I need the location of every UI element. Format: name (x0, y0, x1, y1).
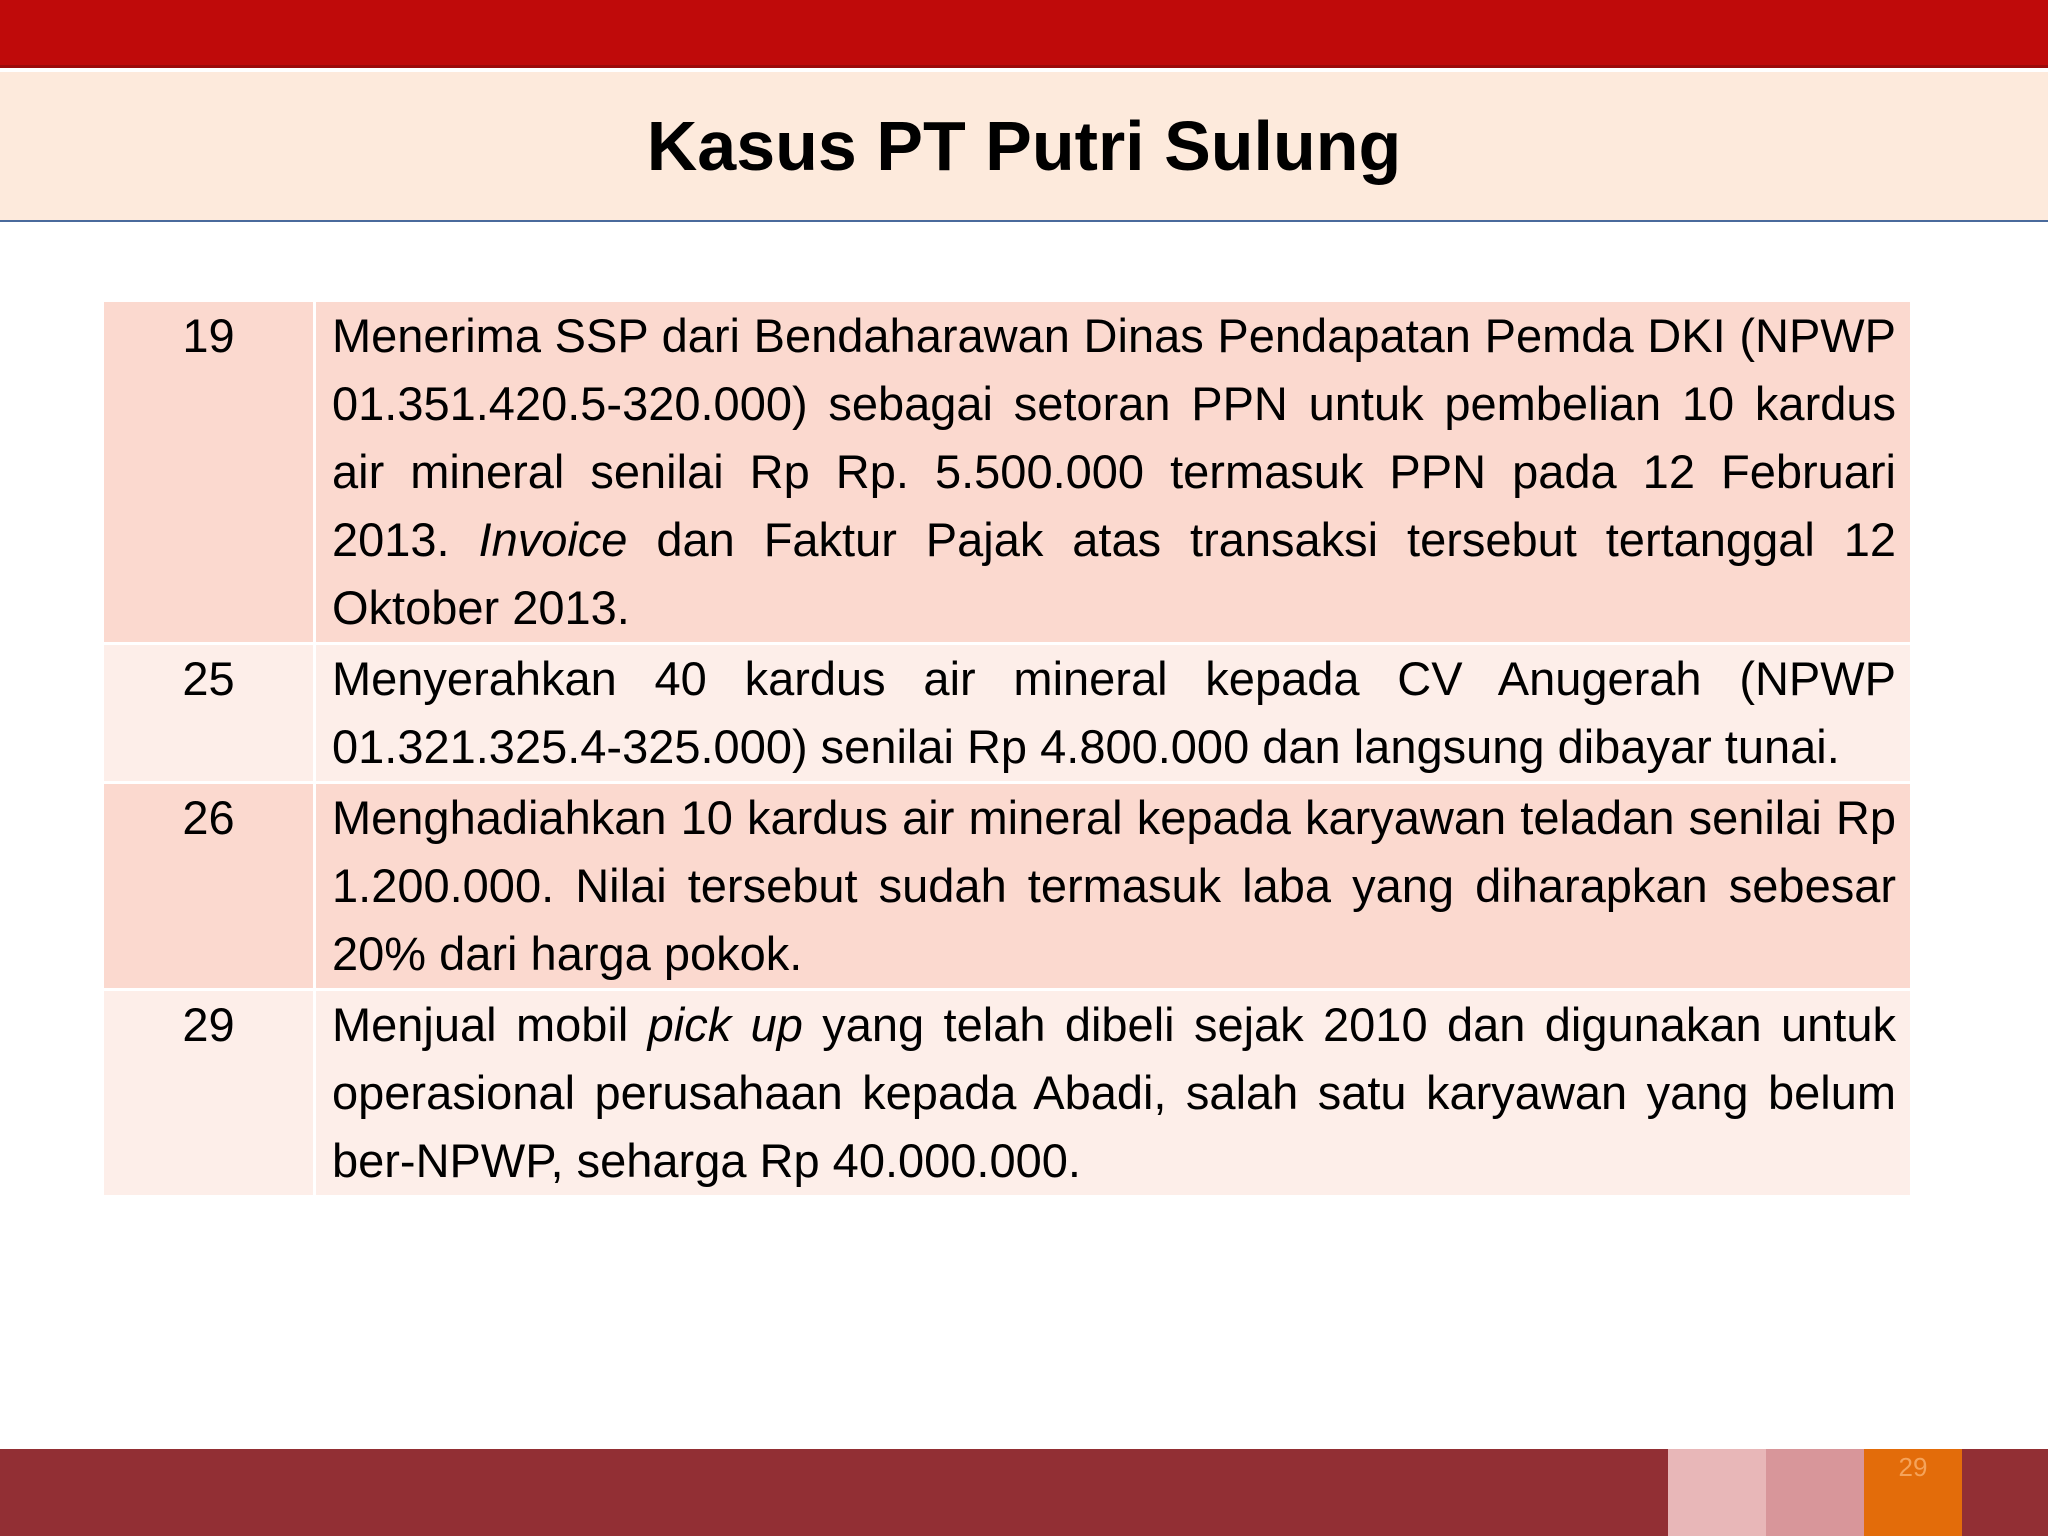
footer-accent-block (1766, 1449, 1864, 1536)
description-cell (316, 988, 1910, 1195)
table-row (104, 642, 1910, 781)
description-text: Menerima SSP dari Bendaharawan Dinas Pendapatan Pemda DKI (NPWP 01.351.420.5-320.000) sebagai setoran PPN untuk pembelian 10 kardus air mineral senilai Rp Rp. 5.500.000 termasuk PPN pada 12 Februari 2013. (332, 309, 1896, 566)
description-cell (316, 781, 1910, 988)
table-row (104, 781, 1910, 988)
description-text: Menghadiahkan 10 kardus air mineral kepada karyawan teladan senilai Rp 1.200.000. Nilai tersebut sudah termasuk laba yang diharapkan sebesar 20% dari harga pokok. (332, 791, 1896, 980)
description-text: dan Faktur Pajak atas transaksi tersebut tertanggal 12 Oktober 2013. (332, 513, 1896, 634)
description-text: Menjual mobil (332, 998, 648, 1051)
description-cell (316, 642, 1910, 781)
title-band (0, 72, 2048, 222)
description-italic-text: pick up (647, 998, 803, 1051)
day-cell: 19 (104, 302, 316, 642)
table-row (104, 302, 1910, 642)
slide-title: Kasus PT Putri Sulung (646, 107, 1402, 185)
transaction-table (104, 302, 1910, 1195)
description-text: Menyerahkan 40 kardus air mineral kepada CV Anugerah (NPWP 01.321.325.4-325.000) senilai Rp 4.800.000 dan langsung dibayar tunai. (332, 652, 1896, 773)
description-cell (316, 302, 1910, 642)
day-cell: 29 (104, 988, 316, 1195)
table-row (104, 988, 1910, 1195)
day-cell: 26 (104, 781, 316, 988)
description-italic-text: Invoice (478, 513, 628, 566)
page-number: 29 (1898, 1452, 1928, 1482)
day-cell: 25 (104, 642, 316, 781)
description-text: yang telah dibeli sejak 2010 dan digunakan untuk operasional perusahaan kepada Abadi, salah satu karyawan yang belum ber-NPWP, seharga Rp 40.000.000. (332, 998, 1896, 1187)
footer-accent-block (1668, 1449, 1766, 1536)
top-banner (0, 0, 2048, 68)
